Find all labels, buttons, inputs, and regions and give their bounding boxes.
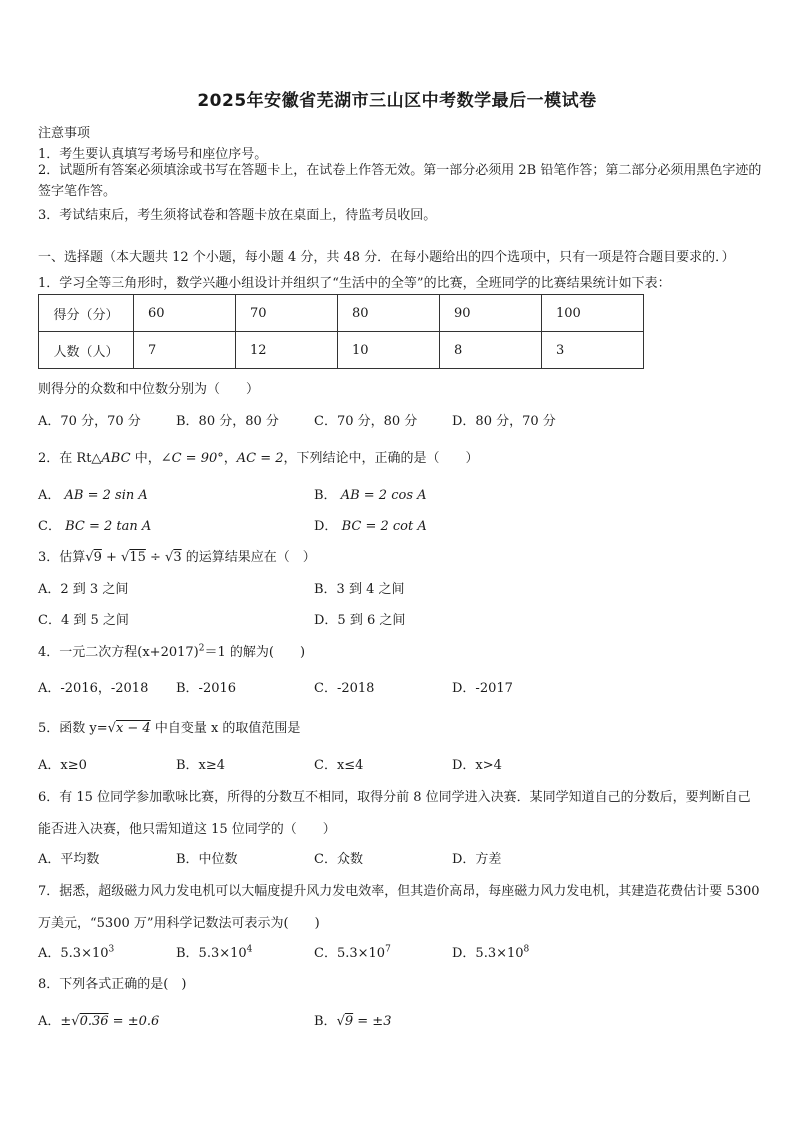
q8-stem: 8．下列各式正确的是( ): [38, 977, 187, 992]
q4-exponent: 2: [198, 643, 205, 654]
q5-stem-part: 中自变量 x 的取值范围是: [150, 721, 301, 736]
q4-option-d[interactable]: D．-2017: [452, 681, 513, 696]
table-cell: 8: [440, 332, 542, 369]
q3-radicand: 3: [173, 550, 182, 565]
section-heading: 一、选择题（本大题共 12 个小题，每小题 4 分，共 48 分．在每小题给出的四个选项中，只有一项是符合题目要求的．）: [38, 250, 735, 265]
option-label: A．: [38, 1014, 61, 1029]
q3-radicand: 9: [93, 550, 102, 565]
table-cell: 10: [338, 332, 440, 369]
q7-stem: 7．据悉，超级磁力风力发电机可以大幅度提升风力发电效率，但其造价高昂，每座磁力风力发电机，其建造花费估计要 5300 万美元，“5300 万”用科学记数法可表示为( ): [38, 884, 760, 931]
table-cell: 80: [338, 295, 440, 332]
q7-option-a[interactable]: [38, 942, 114, 961]
q3-option-a[interactable]: A．2 到 3 之间: [38, 582, 129, 597]
q8-option-b[interactable]: [314, 1010, 391, 1029]
q2-stem-part: 2．在 Rt△: [38, 451, 102, 466]
q5-stem-part: 5．函数 y=: [38, 721, 108, 736]
q3-radicand: 15: [129, 550, 146, 565]
q5-option-a[interactable]: A．x≥0: [38, 758, 87, 773]
table-row: [39, 332, 644, 369]
option-label: B．: [314, 1014, 337, 1029]
q7-option-d[interactable]: [452, 942, 529, 961]
option-label: B．: [314, 488, 337, 503]
q4-option-b[interactable]: B．-2016: [176, 681, 237, 696]
q3-operator: +: [101, 550, 122, 565]
notice-heading: 注意事项: [38, 126, 91, 141]
q1-option-b[interactable]: B．80 分，80 分: [176, 414, 279, 429]
option-base: A．5.3×10: [38, 946, 109, 961]
q3-option-d[interactable]: D．5 到 6 之间: [314, 613, 406, 628]
q2-option-b[interactable]: [314, 484, 427, 503]
q3-stem-part: 的运算结果应在（ ）: [181, 550, 316, 565]
option-expr: BC = 2 cot A: [341, 519, 427, 534]
q2-side: AC = 2: [236, 451, 284, 466]
option-exponent: 8: [523, 944, 530, 955]
q2-stem: [38, 447, 479, 466]
q2-option-d[interactable]: [314, 515, 427, 534]
table-cell: 12: [236, 332, 338, 369]
q1-stem: 1．学习全等三角形时，数学兴趣小组设计并组织了“生活中的全等”的比赛，全班同学的比赛结果统计如下表：: [38, 276, 671, 291]
q3-stem: [38, 546, 316, 565]
q4-stem-part: ＝1 的解为( ): [204, 645, 306, 660]
option-expr: BC = 2 tan A: [65, 519, 152, 534]
q5-option-b[interactable]: B．x≥4: [176, 758, 226, 773]
notice-item-1: 1．考生要认真填写考场号和座位序号。: [38, 147, 268, 162]
option-label: C．: [38, 519, 61, 534]
option-exponent: 3: [108, 944, 115, 955]
sqrt-icon: √: [336, 1014, 345, 1029]
q6-option-b[interactable]: B．中位数: [176, 852, 238, 867]
q1-option-d[interactable]: D．80 分，70 分: [452, 414, 556, 429]
q4-stem-part: 4．一元二次方程(x+2017): [38, 645, 199, 660]
sqrt-icon: √: [121, 550, 130, 565]
table-row: [39, 295, 644, 332]
option-exponent: 4: [246, 944, 253, 955]
sqrt-icon: √: [107, 721, 116, 736]
table-cell: 90: [440, 295, 542, 332]
notice-item-2: 2．试题所有答案必须填涂或书写在答题卡上，在试卷上作答无效。第一部分必须用 2B 铅笔作答；第二部分必须用黑色字迹的签字笔作答。: [38, 163, 762, 199]
q1-question: 则得分的众数和中位数分别为（ ）: [38, 382, 260, 397]
table-cell: 3: [542, 332, 644, 369]
q4-stem: [38, 641, 305, 660]
sqrt-icon: √: [165, 550, 174, 565]
table-cell: 60: [134, 295, 236, 332]
q6-option-d[interactable]: D．方差: [452, 852, 502, 867]
q6-stem: 6．有 15 位同学参加歌咏比赛，所得的分数互不相同，取得分前 8 位同学进入决赛．某同学知道自己的分数后，要判断自己能否进入决赛，他只需知道这 15 位同学的（ ）: [38, 790, 751, 837]
option-prefix: ±: [60, 1014, 72, 1029]
q3-operator: ÷: [145, 550, 166, 565]
q2-triangle: ABC: [101, 451, 131, 466]
table-cell: 得分（分）: [39, 295, 134, 332]
sqrt-icon: √: [85, 550, 94, 565]
q1-option-c[interactable]: C．70 分，80 分: [314, 414, 418, 429]
q7-option-b[interactable]: [176, 942, 252, 961]
sqrt-icon: √: [71, 1014, 80, 1029]
q6-option-a[interactable]: A．平均数: [38, 852, 100, 867]
table-cell: 人数（人）: [39, 332, 134, 369]
option-radicand: 9: [344, 1014, 354, 1029]
option-expr: AB = 2 sin A: [64, 488, 148, 503]
score-table: [38, 294, 644, 369]
table-cell: 70: [236, 295, 338, 332]
q3-option-b[interactable]: B．3 到 4 之间: [314, 582, 405, 597]
q2-option-a[interactable]: [38, 484, 148, 503]
q8-option-a[interactable]: [38, 1010, 159, 1029]
option-result: = ±0.6: [108, 1014, 160, 1029]
page-title: 2025年安徽省芜湖市三山区中考数学最后一模试卷: [197, 91, 597, 111]
notice-item-3: 3．考试结束后，考生须将试卷和答题卡放在桌面上，待监考员收回。: [38, 208, 437, 223]
table-cell: 7: [134, 332, 236, 369]
option-base: D．5.3×10: [452, 946, 524, 961]
option-result: = ±3: [353, 1014, 392, 1029]
q2-stem-part: ，: [223, 451, 237, 466]
q3-stem-part: 3．估算: [38, 550, 86, 565]
q5-option-d[interactable]: D．x>4: [452, 758, 502, 773]
q4-option-a[interactable]: A．-2016，-2018: [38, 681, 149, 696]
table-cell: 100: [542, 295, 644, 332]
option-base: C．5.3×10: [314, 946, 386, 961]
q5-radicand: x − 4: [115, 721, 151, 736]
option-base: B．5.3×10: [176, 946, 247, 961]
option-label: D．: [314, 519, 338, 534]
option-exponent: 7: [385, 944, 391, 955]
option-label: A．: [38, 488, 61, 503]
q2-stem-part: ，下列结论中，正确的是（ ）: [283, 451, 479, 466]
q2-angle: ∠C = 90°: [160, 451, 224, 466]
q5-stem: [38, 717, 300, 736]
q2-stem-part: 中，: [130, 451, 161, 466]
q5-option-c[interactable]: C．x≤4: [314, 758, 364, 773]
q2-option-c[interactable]: [38, 515, 151, 534]
q1-option-a[interactable]: A．70 分，70 分: [38, 414, 141, 429]
q4-option-c[interactable]: C．-2018: [314, 681, 375, 696]
q6-option-c[interactable]: C．众数: [314, 852, 363, 867]
option-radicand: 0.36: [79, 1014, 109, 1029]
option-expr: AB = 2 cos A: [340, 488, 427, 503]
q3-option-c[interactable]: C．4 到 5 之间: [38, 613, 129, 628]
q7-option-c[interactable]: [314, 942, 391, 961]
